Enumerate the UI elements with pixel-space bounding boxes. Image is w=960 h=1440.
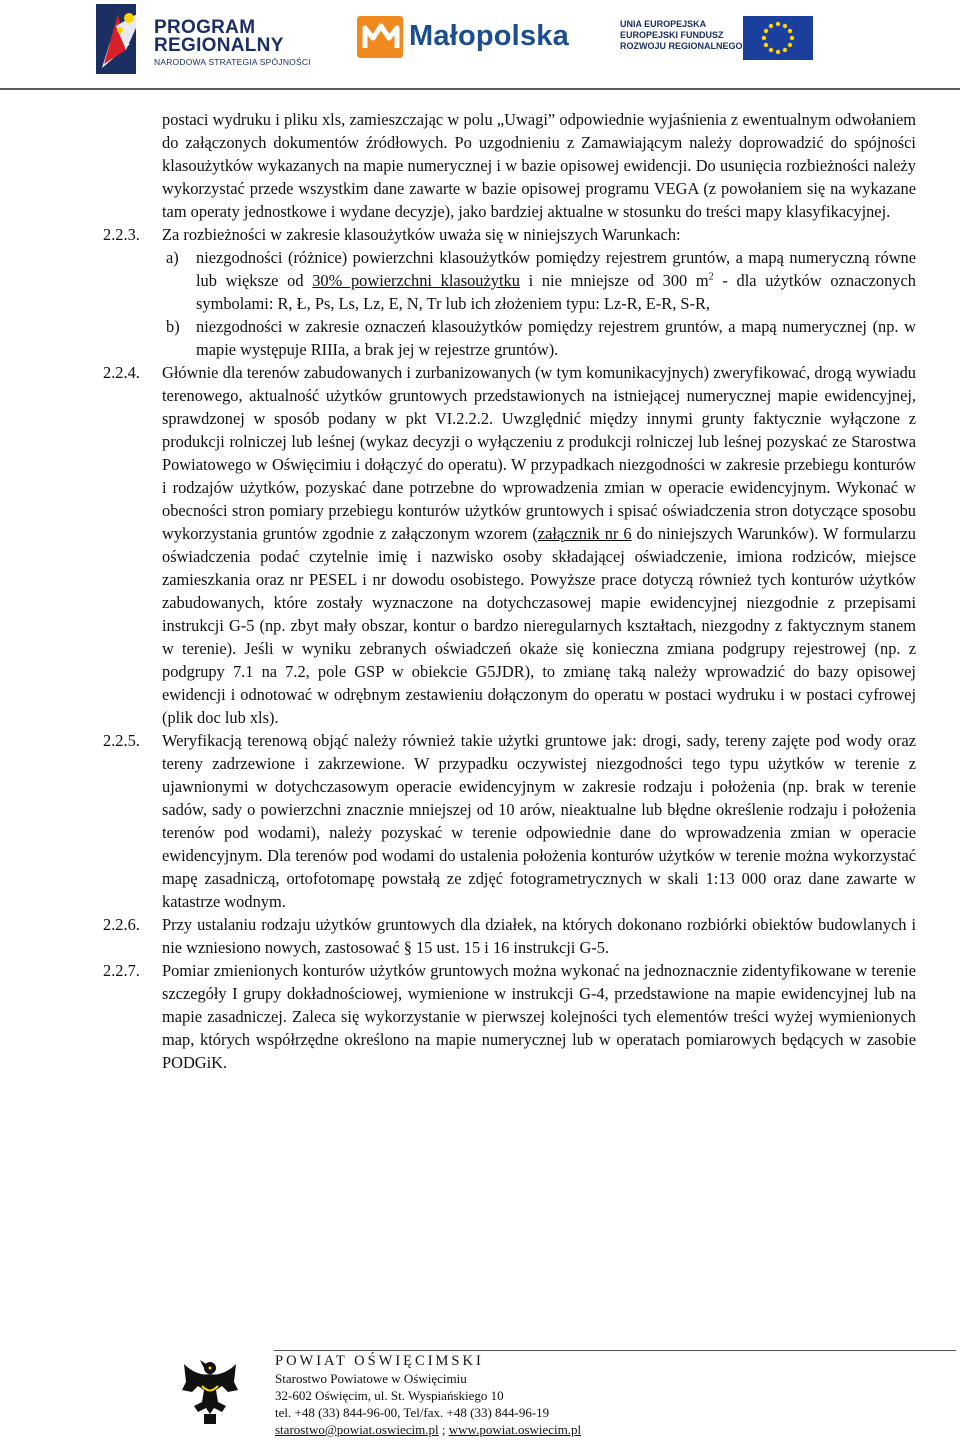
section-number: 2.2.3. [103,225,140,244]
page-footer [275,1353,581,1438]
program-logo-line2: REGIONALNY [154,35,284,56]
eu-fund-logo [620,16,820,60]
section-text: Przy ustalaniu rodzaju użytków gruntowych dla działek, na których dokonano rozbiórki obiektów budowlanych i nie wzniesiono nowych, zastosować § 15 ust. 15 i 16 instrukcji G-5. [162,915,916,957]
footer-address: 32-602 Oświęcim, ul. St. Wyspiańskiego 10 [275,1388,504,1403]
section-text: Pomiar zmienionych konturów użytków gruntowych można wykonać na jednoznacznie zidentyfikowane w terenie szczegóły I grupy dokładnościowej, wymienione w instrukcji G-4, przedstawione na mapie ewidencyjnej lub na mapie zasadniczej. Zaleca się wykorzystanie w pierwszej kolejności tych elementów treści wyżej wymienionych map, których współrzędne określono na mapie numerycznej lub w operatach pomiarowych będących w zasobie PODGiK. [162,961,916,1072]
footer-office: Starostwo Powiatowe w Oświęcimiu [275,1371,467,1386]
subitem-a-text-part3: - dla użytków oznaczonych symbolami: R, Ł, Ps, Ls, Lz, E, N, Tr lub ich złożeniem typu: Lz-R, E-R, S-R, [196,271,916,313]
eu-logo-line3: ROZWOJU REGIONALNEGO [620,41,743,51]
section-number: 2.2.6. [103,915,140,934]
program-logo-line1: PROGRAM [154,17,256,38]
section-2-2-3 [103,223,916,361]
footer-separator: ; [438,1422,449,1437]
subitem-label: a) [166,248,179,267]
section-text-part2: do niniejszych Warunków). W formularzu oświadczenia podać czytelnie imię i nazwisko osoby składającej oświadczenie, imiona rodziców, miejsce zamieszkania oraz nr PESEL i nr dowodu osobistego. Powyższe prace dotyczą również tych konturów użytków zabudowanych, które zostały wyznaczone na dotychczasowej mapie ewidencyjnej niezgodnie z przepisami instrukcji G-5 (np. zbyt mały obszar, kontur o bardzo nieregularnych kształtach, niezgodny z faktycznym stanem w terenie). Jeśli w wyniku zebranych oświadczeń okaże się konieczna zmiana podgrupy rejestrowej (np. z podgrupy 7.1 na 7.2, pole GSP w obiekcie G5JDR), to zmianę taką należy wprowadzić do bazy opisowej ewidencji i odnotować w odrębnym zestawieniu dołączonym do operatu w postaci wydruku i w postaci cyfrowej (plik doc lub xls). [162,524,916,727]
malopolska-logo [357,16,597,60]
header-divider [0,88,960,90]
subitem-label: b) [166,317,180,336]
subitem-a-text-part1: niezgodności (różnice) powierzchni klasoużytków pomiędzy rejestrem gruntów, a mapą numeryczną równe lub większe od [196,248,916,290]
footer-phone: tel. +48 (33) 844-96-00, Tel/fax. +48 (33) 844-96-19 [275,1405,550,1420]
eu-logo-line2: EUROPEJSKI FUNDUSZ [620,30,724,40]
section-text: Za rozbieżności w zakresie klasoużytków uważa się w niniejszych Warunkach: [162,225,681,244]
subitem-a [166,246,916,315]
malopolska-logo-text: Małopolska [409,20,569,52]
section-text: Weryfikacją terenową objąć należy również takie użytki gruntowe jak: drogi, sady, tereny zajęte pod wody oraz tereny zadrzewione i zakrzewione. W przypadku oczywistej niezgodności tego typu użytków w terenie z ujawnionymi w dotychczasowym operacie ewidencyjnym w zakresie rodzaju i położenia (np. brak w terenie sadów, sady o powierzchni znacznie mniejszej od 10 arów, nieaktualne lub błędne określenie rodzaju i położenia terenów pod wodami), należy pozyskać w terenie odpowiednie dane do wprowadzenia zmian w operacie ewidencyjnym. Dla terenów pod wodami do ustalenia położenia konturów użytków w terenie można wykorzystać mapę zasadniczą, ortofotomapę powstałą ze zdjęć fotogrametrycznych w skali 1:13 000 oraz dane zawarte w katastrze wodnym. [162,731,916,911]
eu-flag-icon [743,16,813,60]
footer-website-link[interactable]: www.powiat.oswiecim.pl [448,1422,582,1437]
subitem-a-text-part2: i nie mniejsze od 300 m [528,271,709,290]
subitem-b [166,315,916,361]
footer-title: POWIAT OŚWIĘCIMSKI [275,1353,484,1369]
section-number: 2.2.5. [103,731,140,750]
attachment-reference: załącznik nr 6 [537,524,632,543]
section-2-2-6 [103,913,916,959]
program-regionalny-emblem-icon [96,4,152,74]
superscript: 2 [708,271,714,283]
footer-divider [274,1350,956,1351]
page-header [0,0,960,92]
eu-logo-line1: UNIA EUROPEJSKA [620,19,707,29]
section-number: 2.2.4. [103,363,140,382]
section-2-2-4 [103,361,916,729]
footer-email-link[interactable]: starostwo@powiat.oswiecim.pl [275,1422,439,1437]
intro-paragraph: postaci wydruku i pliku xls, zamieszczając w polu „Uwagi” odpowiednie wyjaśnienia z ewentualnym odwołaniem do załączonych dokumentów źródłowych. Po uzgodnieniu z Zamawiającym należy doprowadzić do spójności klasoużytków wykazanych na mapie numerycznej i w bazie opisowej ewidencji. Do usunięcia rozbieżności należy wykorzystać przede wszystkim dane zawarte w bazie opisowej programu VEGA (z powołaniem się na wykazane tam operaty jednostkowe i wydane decyzje), jako bardziej aktualne w stosunku do treści mapy klasyfikacyjnej. [162,110,916,221]
subitem-a-underlined: 30% powierzchni klasoużytku [312,271,520,290]
section-number: 2.2.7. [103,961,140,980]
program-logo-line3: NARODOWA STRATEGIA SPÓJNOŚCI [154,57,311,67]
malopolska-emblem-icon [357,16,405,58]
section-2-2-5 [103,729,916,913]
eagle-crest-icon [180,1356,240,1428]
subitem-b-text: niezgodności w zakresie oznaczeń klasoużytków pomiędzy rejestrem gruntów, a mapą numerycznej (np. w mapie występuje RIIIa, a brak jej w rejestrze gruntów). [196,317,916,359]
footer-contact [275,1421,581,1438]
program-regionalny-logo [96,4,331,74]
section-2-2-7 [103,959,916,1074]
section-text-part1: Głównie dla terenów zabudowanych i zurbanizowanych (w tym komunikacyjnych) zweryfikować, drogą wywiadu terenowego, aktualność użytków gruntowych przedstawionych na istniejącej numerycznej mapie ewidencyjnej, sprawdzonej w sposób podany w pkt VI.2.2.2. Uwzględnić między innymi grunty faktycznie wyłączone z produkcji rolniczej lub leśnej (wykaz decyzji o wyłączeniu z produkcji rolniczej lub leśnej pozyskać ze Starostwa Powiatowego w Oświęcimiu i dołączyć do operatu). W przypadkach niezgodności w zakresie przebiegu konturów i rodzajów użytków, pozyskać dane potrzebne do wprowadzenia zmian w operacie ewidencyjnym. Wykonać w obecności stron pomiary przebiegu konturów użytków gruntowych i spisać oświadczenia stron dotyczące sposobu wykorzystania gruntów zgodnie z załączonym wzorem ( [162,363,916,543]
document-body [103,108,916,1074]
